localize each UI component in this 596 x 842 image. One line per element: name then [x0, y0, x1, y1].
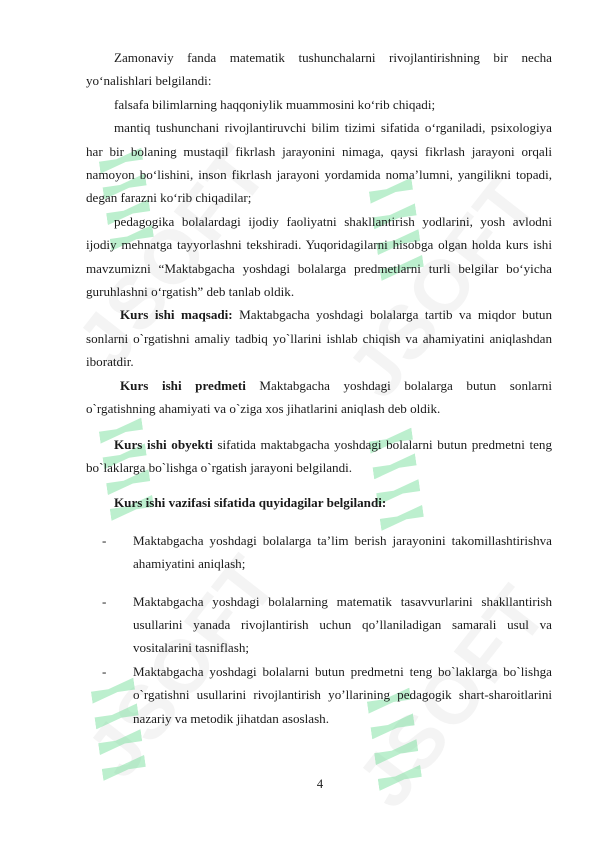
page-number: 4 [316, 777, 324, 791]
paragraph-subject [86, 374, 552, 421]
paragraph: mantiq tushunchani rivojlantiruvchi bilim tizimi sifatida o‘rganiladi, psixologiya har bir bolaning mustaqil fikrlash jarayonini nimaga, qaysi fikrlash jarayoni orqali namoyon bo‘lishini, inson fikrlash jarayoni yordamida noma’lumni, yangilikni topadi, degan farazni ko‘rib chiqadilar; [86, 120, 552, 206]
list-bullet: - [102, 532, 107, 548]
list-item-text: Maktabgacha yoshdagi bolalarga ta’lim berish jarayonini takomillashtirishva ahamiyatini aniqlash; [133, 532, 552, 572]
list-bullet: - [102, 593, 107, 609]
list-item-text: Maktabgacha yoshdagi bolalarning matematik tasavvurlarini shakllantirish usullarini yanada rivojlantirish uchun qo’llaniladigan samarali usul va vositalarini tasniflash; [133, 593, 552, 656]
paragraph: falsafa bilimlarning haqqoniylik muammosini ko‘rib chiqadi; [114, 96, 436, 112]
list-item [86, 660, 552, 730]
list-item-text: Maktabgacha yoshdagi bolalarni butun predmetni teng bo`laklarga bo`lishga o`rgatishni usullarini rivojlantirish yo’llarining pedagogik shart-sharoitlarini nazariy va metodik jihatdan asoslash. [133, 663, 552, 726]
paragraph: Zamonaviy fanda matematik tushunchalarni rivojlantirishning bir necha yo‘nalishlari belgilandi: [86, 50, 552, 89]
list-item [86, 529, 552, 576]
paragraph-goal [86, 303, 552, 373]
goal-heading: Kurs ishi maqsadi: [120, 307, 233, 323]
subject-text: Maktabgacha yoshdagi bolalarga butun sonlarni o`rgatishning ahamiyati va o`ziga xos jihatlarini aniqlash deb oldik. [86, 377, 552, 417]
paragraph-object [86, 433, 552, 480]
body-text [86, 46, 552, 730]
list-item [86, 590, 552, 660]
object-text: sifatida maktabgacha yoshdagi bolalarni butun predmetni teng bo`laklarga bo`lishga o`rgatish jarayoni belgilandi. [86, 436, 552, 475]
list-bullet: - [102, 663, 107, 679]
goal-text: Maktabgacha yoshdagi bolalarga tartib va miqdor butun sonlarni o`rgatishni amaliy tadbiq yo`llarini ishlab chiqish va ahamiyatini aniqlashdan iboratdir. [86, 307, 553, 370]
task-list [86, 529, 552, 730]
paragraph-tasks [86, 491, 552, 514]
paragraph: pedagogika bolalardagi ijodiy faoliyatni shakllantirish yodlarini, yosh avlodni ijodiy mehnatga tayyorlashni tekshiradi. Yuqoridagilarni hisobga olgan holda kurs ishi mavzumizni “Maktabgacha yoshdagi bolalarga predmetlarni turli belgilar bo‘yicha guruhlashni o‘rgatish” deb tanlab oldik. [86, 213, 552, 300]
subject-heading: Kurs ishi predmeti [120, 377, 246, 393]
object-heading: Kurs ishi obyekti [114, 436, 213, 452]
tasks-heading: Kurs ishi vazifasi sifatida quyidagilar belgilandi: [114, 495, 387, 511]
